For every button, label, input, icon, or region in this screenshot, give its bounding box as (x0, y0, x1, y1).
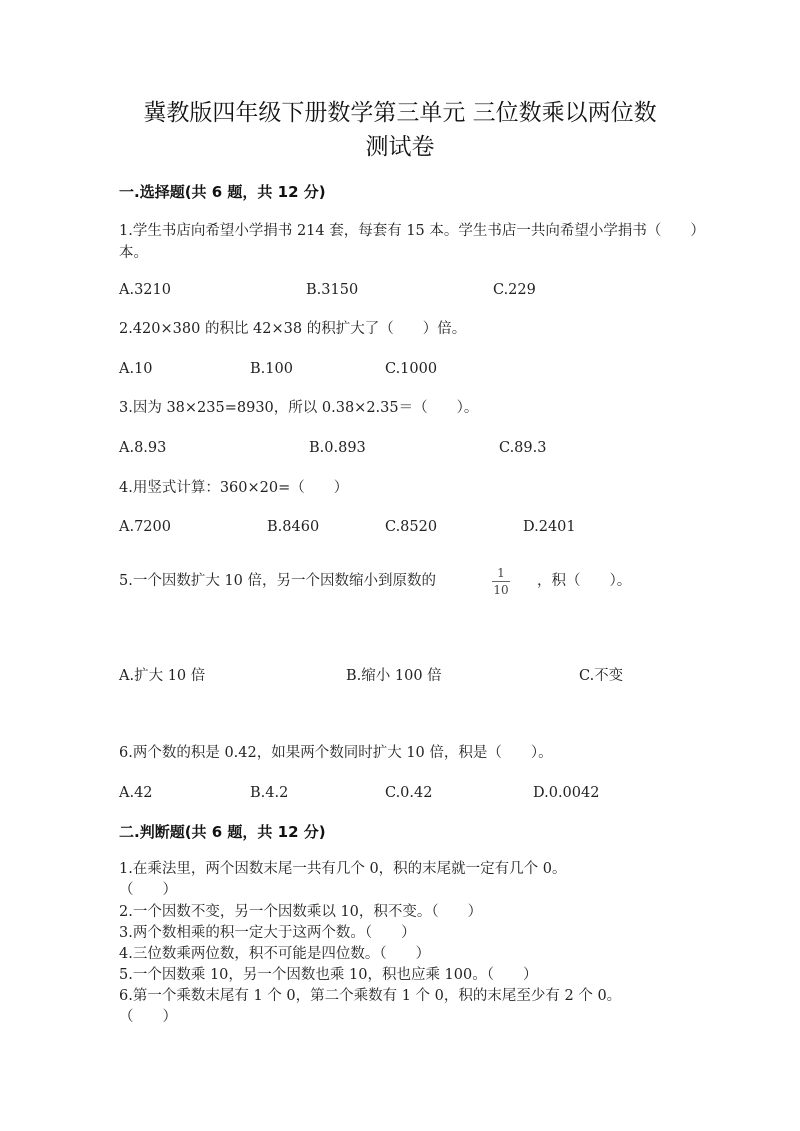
question-2: 2.420×380 的积比 42×38 的积扩大了（ ）倍。 (119, 321, 467, 337)
title-line-2: 测试卷 (365, 134, 435, 160)
q3-option-a: A.8.93 (119, 440, 167, 456)
q6-option-c: C.0.42 (385, 785, 433, 801)
q5-option-b: B.缩小 100 倍 (346, 668, 442, 684)
document-title (0, 96, 800, 164)
question-1: 1.学生书店向希望小学捐书 214 套，每套有 15 本。学生书店一共向希望小学捐书（ ）本。 (119, 223, 698, 261)
q1-option-c: C.229 (493, 282, 536, 298)
question-5-text-after: ，积（ ）。 (537, 573, 632, 589)
q6-option-b: B.4.2 (250, 785, 289, 801)
q4-option-c: C.8520 (385, 519, 438, 535)
judge-item-1: 1.在乘法里，两个因数末尾一共有几个 0，积的末尾就一定有几个 0。 （ ） (119, 861, 567, 898)
q4-option-d: D.2401 (523, 519, 576, 535)
q1-option-b: B.3150 (306, 282, 359, 298)
q2-option-c: C.1000 (385, 361, 438, 377)
judge-item-2: 2.一个因数不变，另一个因数乘以 10，积不变。（ ） (119, 904, 483, 920)
section-judge-title: 二.判断题(共 6 题，共 12 分) (119, 823, 326, 841)
fraction-denominator: 10 (493, 583, 509, 597)
q4-option-a: A.7200 (119, 519, 171, 535)
q5-option-c: C.不变 (579, 668, 624, 684)
judge-item-6: 6.第一个乘数末尾有 1 个 0，第二个乘数有 1 个 0，积的末尾至少有 2 个 0。 （ ） (119, 988, 622, 1025)
judge-item-3: 3.两个数相乘的积一定大于这两个数。（ ） (119, 925, 416, 941)
section-choice-title: 一.选择题(共 6 题，共 12 分) (119, 183, 326, 201)
question-3: 3.因为 38×235=8930，所以 0.38×2.35＝（ ）。 (119, 400, 479, 416)
fraction-one-tenth (490, 566, 512, 597)
q2-option-a: A.10 (119, 361, 153, 377)
q1-option-a: A.3210 (119, 282, 171, 298)
q6-option-d: D.0.0042 (533, 785, 600, 801)
q5-option-a: A.扩大 10 倍 (119, 668, 206, 684)
title-line-1: 冀教版四年级下册数学第三单元 三位数乘以两位数 (143, 100, 657, 126)
question-5-text-before: 5.一个因数扩大 10 倍，另一个因数缩小到原数的 (119, 573, 437, 589)
fraction-bar (492, 581, 510, 582)
q3-option-c: C.89.3 (499, 440, 547, 456)
q2-option-b: B.100 (250, 361, 293, 377)
judge-item-5: 5.一个因数乘 10，另一个因数也乘 10，积也应乘 100。（ ） (119, 967, 538, 983)
judge-item-4: 4.三位数乘两位数，积不可能是四位数。（ ） (119, 946, 431, 962)
question-6: 6.两个数的积是 0.42，如果两个数同时扩大 10 倍，积是（ ）。 (119, 745, 553, 761)
q3-option-b: B.0.893 (309, 440, 366, 456)
q4-option-b: B.8460 (267, 519, 320, 535)
q6-option-a: A.42 (119, 785, 153, 801)
fraction-numerator: 1 (497, 566, 505, 580)
question-4: 4.用竖式计算：360×20=（ ） (119, 480, 349, 496)
